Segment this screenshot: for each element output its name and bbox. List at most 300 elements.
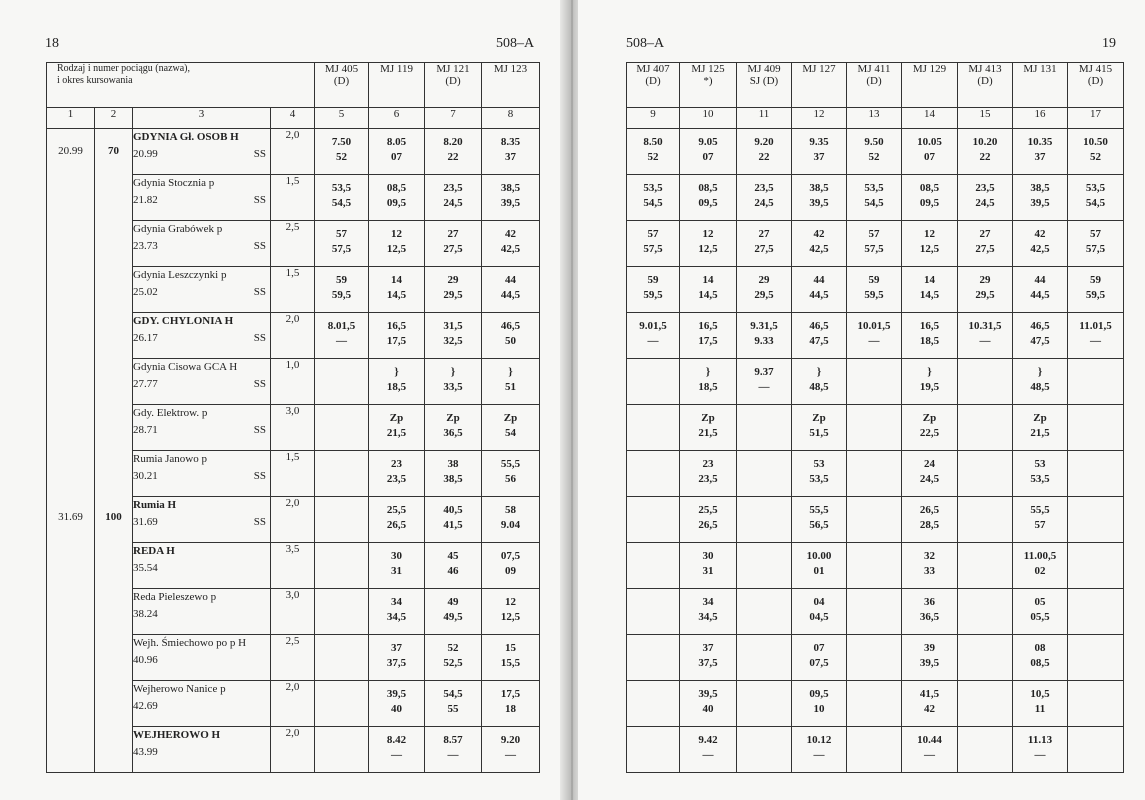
time-cell	[792, 221, 847, 267]
time-arrival: 12	[702, 228, 714, 240]
time-value	[902, 175, 957, 211]
price-column	[95, 129, 133, 773]
station-cell	[133, 635, 271, 681]
time-cell	[315, 589, 369, 635]
time-arrival: 9.01,5	[639, 320, 667, 332]
station-name: Wejherowo Nanice p	[133, 683, 226, 695]
time-arrival: 12	[505, 596, 517, 608]
time-value	[315, 221, 368, 257]
left-page-number: 18	[45, 36, 59, 51]
time-cell	[1013, 543, 1068, 589]
time-cell	[902, 451, 958, 497]
time-departure: 31	[702, 565, 714, 577]
time-value	[792, 359, 846, 395]
time-departure: 05,5	[1030, 611, 1050, 623]
time-departure: —	[447, 749, 459, 761]
time-departure: 47,5	[1030, 335, 1050, 347]
time-cell	[1068, 221, 1124, 267]
time-arrival: 42	[505, 228, 517, 240]
time-cell	[1013, 727, 1068, 773]
time-departure: 29,5	[975, 289, 995, 301]
table-row	[627, 451, 1124, 497]
time-cell	[627, 221, 680, 267]
distance-cell: 2,0	[271, 313, 315, 359]
time-arrival: 30	[391, 550, 403, 562]
time-cell	[1013, 451, 1068, 497]
time-arrival: 14	[924, 274, 935, 286]
time-cell	[369, 175, 425, 221]
time-cell	[680, 359, 737, 405]
station-name: Rumia Janowo p	[133, 453, 207, 465]
time-value	[792, 727, 846, 763]
time-cell	[737, 405, 792, 451]
time-arrival: }	[1037, 366, 1043, 378]
time-departure: 10	[813, 703, 825, 715]
time-cell	[958, 589, 1013, 635]
time-departure: 07	[924, 151, 935, 163]
time-arrival: 10.31,5	[968, 320, 1002, 332]
train-header	[680, 63, 737, 108]
time-arrival: 55,5	[500, 458, 521, 470]
time-value	[847, 589, 901, 595]
time-arrival: 25,5	[386, 504, 407, 516]
distance-cell: 3,0	[271, 589, 315, 635]
time-cell	[627, 405, 680, 451]
station-ss: SS	[253, 378, 266, 390]
time-departure: —	[505, 749, 517, 761]
time-arrival: 25,5	[698, 504, 718, 516]
time-cell	[958, 129, 1013, 175]
time-departure: 52	[1090, 151, 1101, 163]
price-value: 100	[105, 511, 122, 523]
time-value	[792, 267, 846, 303]
time-cell	[958, 221, 1013, 267]
time-cell	[1068, 543, 1124, 589]
time-cell	[315, 543, 369, 589]
time-arrival: 44	[1034, 274, 1046, 286]
time-cell	[1068, 497, 1124, 543]
time-value	[958, 727, 1012, 733]
station-name: Reda Pieleszewo p	[133, 591, 217, 603]
station-km: 23.73	[133, 240, 158, 252]
time-value	[1013, 405, 1067, 441]
time-departure: 15,5	[500, 657, 521, 669]
time-departure: —	[336, 335, 348, 347]
time-value	[482, 175, 539, 211]
header-title-cell	[47, 63, 315, 108]
time-arrival: 37	[391, 642, 403, 654]
station-km: 40.96	[133, 654, 158, 666]
time-value	[315, 451, 368, 457]
time-cell	[847, 221, 902, 267]
time-arrival: 58	[505, 504, 517, 516]
time-departure: 17,5	[386, 335, 407, 347]
time-cell	[1068, 727, 1124, 773]
time-cell	[1068, 681, 1124, 727]
time-departure: 22,5	[919, 427, 940, 439]
train-number: MJ 411	[857, 63, 891, 75]
time-value	[369, 497, 424, 533]
time-departure: —	[1034, 749, 1046, 761]
time-value	[1068, 313, 1123, 349]
column-number: 16	[1013, 108, 1068, 129]
time-arrival: 30	[702, 550, 714, 562]
time-departure: 23,5	[698, 473, 718, 485]
time-cell	[737, 681, 792, 727]
time-departure: 57	[1034, 519, 1046, 531]
time-cell	[737, 313, 792, 359]
time-value	[1068, 589, 1123, 595]
time-cell	[680, 589, 737, 635]
time-arrival: 59	[336, 274, 348, 286]
time-arrival: 44	[505, 274, 517, 286]
table-row	[627, 221, 1124, 267]
time-cell	[315, 727, 369, 773]
time-departure: 48,5	[809, 381, 829, 393]
time-value	[680, 359, 736, 395]
time-departure: 52	[868, 151, 880, 163]
time-arrival: }	[394, 366, 399, 378]
time-arrival: 8.42	[386, 734, 407, 746]
time-cell	[482, 267, 540, 313]
time-arrival: 27	[447, 228, 459, 240]
time-departure: 52	[647, 151, 659, 163]
station-km: 25.02	[133, 286, 158, 298]
time-cell	[902, 359, 958, 405]
time-arrival: 9.37	[754, 366, 774, 378]
time-value	[425, 359, 481, 395]
time-departure: 53,5	[809, 473, 829, 485]
station-ss: SS	[253, 148, 266, 160]
time-value	[1068, 129, 1123, 165]
station-name: GDY. CHYLONIA H	[133, 315, 234, 327]
time-departure: 24,5	[754, 197, 774, 209]
time-arrival: 10.35	[1027, 136, 1053, 148]
time-arrival: 8.20	[443, 136, 463, 148]
station-name: REDA H	[133, 545, 175, 557]
column-number: 7	[425, 108, 482, 129]
time-cell	[369, 267, 425, 313]
time-departure: 27,5	[443, 243, 463, 255]
time-arrival: 9.05	[698, 136, 718, 148]
time-arrival: Zp	[701, 412, 715, 424]
station-name: WEJHEROWO H	[133, 729, 221, 741]
column-number: 12	[792, 108, 847, 129]
time-value	[627, 175, 679, 211]
time-value	[627, 405, 679, 411]
time-cell	[680, 313, 737, 359]
time-cell	[315, 313, 369, 359]
time-cell	[315, 129, 369, 175]
station-name: GDYNIA Gł. OSOB H	[133, 131, 239, 143]
time-value	[369, 589, 424, 625]
time-value	[627, 727, 679, 733]
time-cell	[1013, 359, 1068, 405]
time-value	[847, 497, 901, 503]
time-arrival: 27	[979, 228, 991, 240]
time-departure: 38,5	[443, 473, 463, 485]
station-km-line	[133, 192, 270, 209]
time-departure: 56	[505, 473, 517, 485]
time-cell	[627, 267, 680, 313]
time-value	[737, 497, 791, 503]
time-departure: 09,5	[698, 197, 718, 209]
table-row	[627, 681, 1124, 727]
time-arrival: 8.50	[643, 136, 663, 148]
time-departure: 54,5	[864, 197, 884, 209]
station-km-line	[133, 698, 270, 715]
time-value	[680, 129, 736, 165]
time-cell	[1068, 267, 1124, 313]
train-header: MJ 405 (D)	[315, 63, 369, 108]
time-arrival: 49	[447, 596, 459, 608]
time-departure: 42	[924, 703, 935, 715]
time-cell	[902, 727, 958, 773]
time-value	[425, 635, 481, 671]
time-value	[737, 543, 791, 549]
time-departure: 09,5	[919, 197, 940, 209]
time-value	[627, 221, 679, 257]
time-arrival: 38,5	[500, 182, 521, 194]
time-cell	[847, 175, 902, 221]
time-cell	[425, 313, 482, 359]
time-cell	[627, 543, 680, 589]
table-row	[627, 129, 1124, 175]
time-value	[958, 221, 1012, 257]
time-value	[902, 543, 957, 579]
time-value	[680, 543, 736, 579]
time-cell	[792, 497, 847, 543]
time-cell	[482, 359, 540, 405]
time-departure: —	[758, 381, 770, 393]
time-cell	[1013, 221, 1068, 267]
time-value	[1013, 451, 1067, 487]
column-number: 6	[369, 108, 425, 129]
time-cell	[902, 635, 958, 681]
time-departure: 17,5	[698, 335, 718, 347]
station-km: 31.69	[133, 516, 158, 528]
distance-cell: 2,0	[271, 129, 315, 175]
column-number: 5	[315, 108, 369, 129]
time-cell	[1013, 405, 1068, 451]
right-page	[578, 0, 1145, 800]
time-departure: 11	[1034, 703, 1046, 715]
time-cell	[792, 543, 847, 589]
time-arrival: 46,5	[809, 320, 829, 332]
time-cell	[792, 727, 847, 773]
time-value	[737, 129, 791, 165]
time-cell	[1068, 129, 1124, 175]
time-value	[482, 221, 539, 257]
time-value	[425, 405, 481, 441]
time-departure: 37	[505, 151, 517, 163]
time-cell	[369, 313, 425, 359]
time-cell	[1013, 267, 1068, 313]
time-arrival: 08,5	[919, 182, 940, 194]
time-cell	[482, 313, 540, 359]
time-value	[680, 635, 736, 671]
time-cell	[369, 543, 425, 589]
time-cell	[482, 681, 540, 727]
time-value	[1013, 175, 1067, 211]
time-departure: 22	[447, 151, 459, 163]
column-number: 10	[680, 108, 737, 129]
time-value	[482, 635, 539, 671]
time-value	[369, 405, 424, 441]
time-value	[315, 543, 368, 549]
time-value	[425, 221, 481, 257]
time-arrival: 12	[924, 228, 935, 240]
station-km-line	[133, 560, 270, 577]
station-km: 20.99	[133, 148, 158, 160]
time-departure: —	[702, 749, 714, 761]
time-departure: 14,5	[698, 289, 718, 301]
time-value	[680, 313, 736, 349]
time-arrival: 29	[447, 274, 459, 286]
time-value	[737, 405, 791, 411]
time-arrival: 16,5	[919, 320, 940, 332]
train-header: MJ 121 (D)	[425, 63, 482, 108]
time-cell	[737, 129, 792, 175]
time-departure: 56,5	[809, 519, 829, 531]
time-value	[627, 451, 679, 457]
train-number: MJ 131	[1023, 63, 1057, 75]
time-cell	[902, 681, 958, 727]
time-value	[369, 129, 424, 165]
time-cell	[315, 497, 369, 543]
time-value	[958, 313, 1012, 349]
time-departure: 14,5	[919, 289, 940, 301]
time-arrival: Zp	[503, 412, 518, 424]
time-departure: 42,5	[500, 243, 521, 255]
time-arrival: 46,5	[1030, 320, 1050, 332]
time-arrival: 15	[505, 642, 517, 654]
time-value	[958, 451, 1012, 457]
time-departure: 12,5	[698, 243, 718, 255]
time-value	[680, 405, 736, 441]
time-departure: 51,5	[809, 427, 829, 439]
station-km: 27.77	[133, 378, 158, 390]
time-arrival: 10.50	[1083, 136, 1108, 148]
time-departure: 50	[505, 335, 517, 347]
train-number: MJ 413	[968, 63, 1002, 75]
time-cell	[425, 497, 482, 543]
time-cell	[627, 359, 680, 405]
time-value	[482, 543, 539, 579]
train-number: MJ 415	[1078, 63, 1113, 75]
table-row	[627, 589, 1124, 635]
time-value	[1068, 727, 1123, 733]
time-cell	[958, 727, 1013, 773]
time-arrival: 12	[391, 228, 403, 240]
time-arrival: 53,5	[331, 182, 352, 194]
time-arrival: 9.20	[754, 136, 774, 148]
time-cell	[958, 635, 1013, 681]
time-value	[369, 221, 424, 257]
time-value	[482, 313, 539, 349]
time-departure: 57,5	[1085, 243, 1106, 255]
station-km-line	[133, 238, 270, 255]
time-cell	[902, 543, 958, 589]
time-cell	[958, 497, 1013, 543]
time-departure: 52	[336, 151, 348, 163]
right-page-number: 19	[1102, 36, 1116, 51]
time-value	[1013, 313, 1067, 349]
time-cell	[792, 681, 847, 727]
time-departure: 21,5	[1030, 427, 1050, 439]
time-cell	[737, 267, 792, 313]
time-value	[1013, 727, 1067, 763]
time-departure: 57,5	[331, 243, 352, 255]
time-cell	[1013, 589, 1068, 635]
time-value	[369, 359, 424, 395]
train-header	[847, 63, 902, 108]
distance-cell: 2,0	[271, 727, 315, 773]
station-km-line	[133, 652, 270, 669]
time-cell	[680, 727, 737, 773]
time-value	[1013, 589, 1067, 625]
time-cell	[369, 451, 425, 497]
time-cell	[369, 497, 425, 543]
time-departure: 37,5	[386, 657, 407, 669]
time-departure: 48,5	[1030, 381, 1050, 393]
time-cell	[680, 635, 737, 681]
time-value	[315, 497, 368, 503]
time-cell	[680, 175, 737, 221]
time-cell	[369, 359, 425, 405]
time-value	[1013, 497, 1067, 533]
column-number: 15	[958, 108, 1013, 129]
column-number: 2	[95, 108, 133, 129]
station-cell	[133, 313, 271, 359]
time-value	[958, 175, 1012, 211]
time-cell	[737, 221, 792, 267]
time-departure: 37	[1034, 151, 1046, 163]
time-departure: —	[813, 749, 825, 761]
train-header	[1013, 63, 1068, 108]
time-cell	[425, 635, 482, 681]
station-ss: SS	[253, 332, 266, 344]
time-departure: 24,5	[975, 197, 995, 209]
time-value	[425, 175, 481, 211]
time-departure: 39,5	[919, 657, 940, 669]
train-number: MJ 127	[802, 63, 836, 75]
time-departure: 22	[758, 151, 770, 163]
station-ss: SS	[253, 194, 266, 206]
time-arrival: }	[450, 366, 456, 378]
time-cell	[315, 175, 369, 221]
station-km-line	[133, 744, 270, 761]
time-departure: 24,5	[919, 473, 940, 485]
time-value	[958, 635, 1012, 641]
time-arrival: 59	[868, 274, 880, 286]
time-cell	[792, 313, 847, 359]
time-cell	[902, 405, 958, 451]
time-value	[1013, 359, 1067, 395]
time-value	[792, 221, 846, 257]
time-cell	[847, 313, 902, 359]
time-value	[627, 267, 679, 303]
time-arrival: 40,5	[443, 504, 463, 516]
time-value	[680, 497, 736, 533]
time-cell	[680, 681, 737, 727]
time-value	[627, 129, 679, 165]
time-departure: 57,5	[864, 243, 884, 255]
time-departure: 49,5	[443, 611, 463, 623]
time-cell	[482, 175, 540, 221]
time-arrival: 29	[979, 274, 991, 286]
train-note: SJ (D)	[749, 75, 779, 87]
